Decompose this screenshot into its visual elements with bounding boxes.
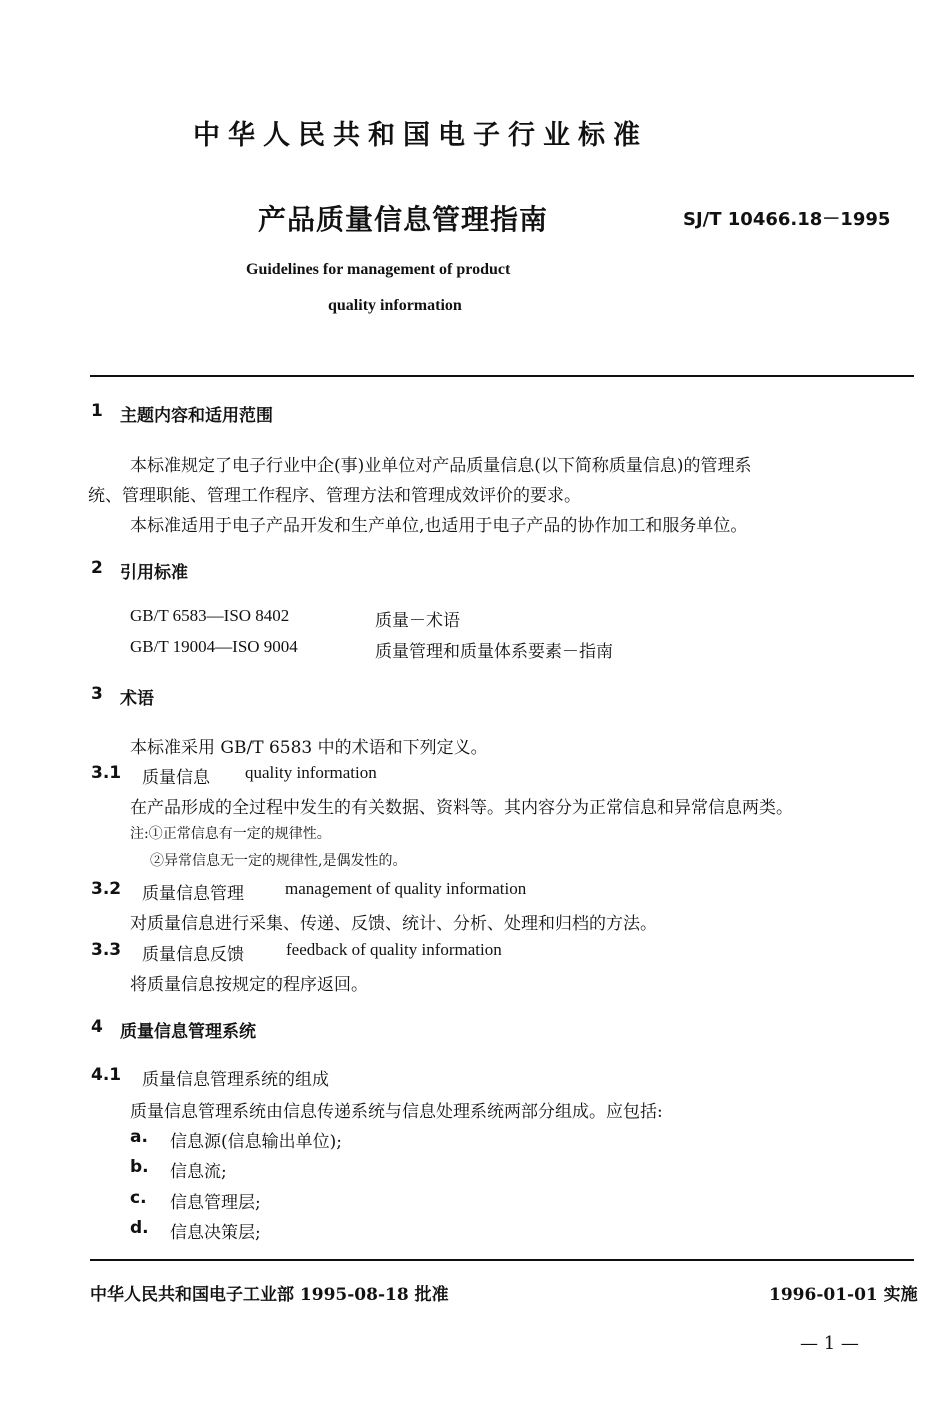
term-3-2-english: management of quality information — [285, 879, 527, 898]
list-item-c-text: 信息管理层; — [170, 1193, 261, 1213]
standard-number: SJ/T 10466.18－1995 — [683, 209, 891, 230]
term-3-1-definition: 在产品形成的全过程中发生的有关数据、资料等。其内容分为正常信息和异常信息两类。 — [130, 798, 793, 818]
header-rule — [90, 375, 914, 377]
term-3-1-english: quality information — [245, 763, 377, 782]
list-item-a-label: a. — [130, 1127, 148, 1147]
subsection-4-1-intro: 质量信息管理系统由信息传递系统与信息处理系统两部分组成。应包括: — [130, 1102, 663, 1122]
term-3-3-number: 3.3 — [91, 940, 122, 960]
english-title-line-2: quality information — [328, 297, 462, 314]
reference-1-code: GB/T 6583—ISO 8402 — [130, 606, 290, 625]
term-3-3-english: feedback of quality information — [286, 940, 502, 959]
english-title-line-1: Guidelines for management of product — [246, 261, 511, 278]
term-3-2-number: 3.2 — [91, 879, 122, 899]
list-item-b-text: 信息流; — [170, 1162, 227, 1182]
section-1-title: 主题内容和适用范围 — [120, 406, 273, 426]
section-4-number: 4 — [91, 1017, 103, 1037]
section-2-number: 2 — [91, 558, 103, 578]
reference-2-name: 质量管理和质量体系要素－指南 — [375, 642, 613, 662]
term-3-2-definition: 对质量信息进行采集、传递、反馈、统计、分析、处理和归档的方法。 — [130, 914, 657, 934]
section-1-number: 1 — [91, 401, 103, 421]
list-item-c-label: c. — [130, 1188, 147, 1208]
list-item-a-text: 信息源(信息输出单位); — [170, 1132, 342, 1152]
section-2-title: 引用标准 — [120, 563, 188, 583]
section-4-title: 质量信息管理系统 — [120, 1022, 256, 1042]
term-3-1-name: 质量信息 — [142, 768, 210, 788]
term-3-3-name: 质量信息反馈 — [142, 945, 244, 965]
list-item-b-label: b. — [130, 1157, 149, 1177]
page-number: — 1 — — [800, 1333, 859, 1354]
term-3-1-number: 3.1 — [91, 763, 122, 783]
section-1-para1-line1: 本标准规定了电子行业中企(事)业单位对产品质量信息(以下简称质量信息)的管理系 — [130, 456, 752, 476]
implementation-date: 1996-01-01 实施 — [769, 1285, 918, 1305]
term-3-3-definition: 将质量信息按规定的程序返回。 — [130, 975, 368, 995]
section-3-intro: 本标准采用 GB/T 6583 中的术语和下列定义。 — [130, 738, 488, 758]
term-3-1-note-1: 注:①正常信息有一定的规律性。 — [130, 826, 331, 842]
section-1-para1-line2: 统、管理职能、管理工作程序、管理方法和管理成效评价的要求。 — [88, 486, 581, 506]
list-item-d-text: 信息决策层; — [170, 1223, 261, 1243]
section-1-para2: 本标准适用于电子产品开发和生产单位,也适用于电子产品的协作加工和服务单位。 — [130, 516, 748, 536]
approval-statement: 中华人民共和国电子工业部 1995-08-18 批准 — [90, 1285, 449, 1305]
subsection-4-1-number: 4.1 — [91, 1065, 122, 1085]
term-3-2-name: 质量信息管理 — [142, 884, 244, 904]
document-title: 产品质量信息管理指南 — [258, 203, 549, 236]
section-3-number: 3 — [91, 684, 103, 704]
term-3-1-note-2: ②异常信息无一定的规律性,是偶发性的。 — [150, 853, 407, 869]
list-item-d-label: d. — [130, 1218, 149, 1238]
section-3-title: 术语 — [120, 689, 154, 709]
issuing-authority: 中华人民共和国电子行业标准 — [193, 120, 648, 151]
reference-2-code: GB/T 19004—ISO 9004 — [130, 637, 298, 656]
reference-1-name: 质量－术语 — [375, 611, 460, 631]
footer-rule — [90, 1259, 914, 1261]
subsection-4-1-title: 质量信息管理系统的组成 — [142, 1070, 329, 1090]
